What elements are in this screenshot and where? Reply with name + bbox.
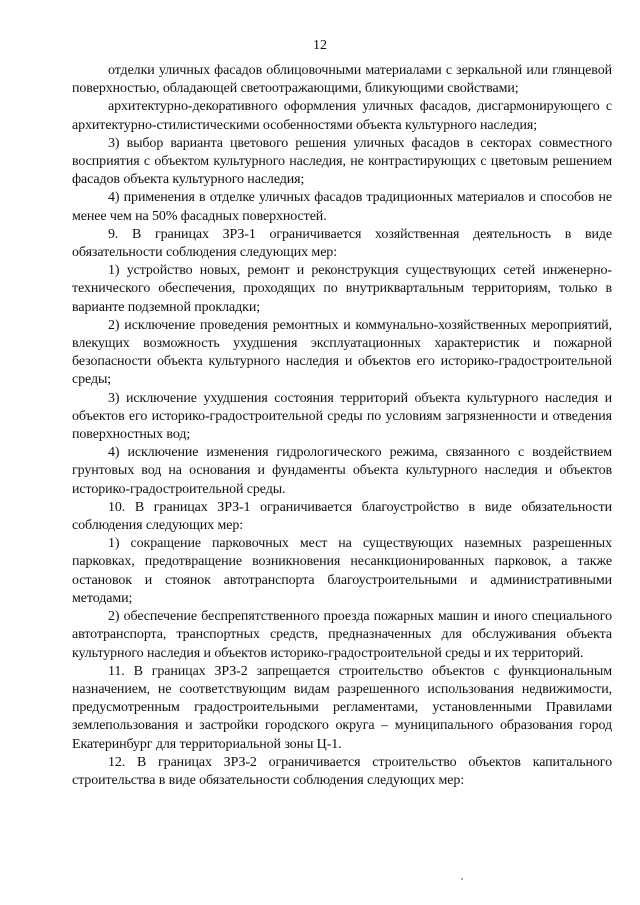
paragraph: 4) применения в отделке уличных фасадов традиционных материалов и способов не менее чем на 50% фасадных поверхностей. <box>72 190 612 224</box>
page-number: 12 <box>313 38 327 53</box>
paragraph: архитектурно-декоративного оформления уличных фасадов, дисгармонирующего с архитектурно-стилистическими особенностями объекта культурного наследия; <box>72 99 612 133</box>
paragraph: 10. В границах ЗРЗ-1 ограничивается благоустройство в виде обязательности соблюдения следующих мер: <box>72 499 612 534</box>
paragraph: 9. В границах ЗРЗ-1 ограничивается хозяйственная деятельность в виде обязательности соблюдения следующих мер: <box>72 226 612 261</box>
paragraph: отделки уличных фасадов облицовочными материалами с зеркальной или глянцевой поверхностью, обладающей светоотражающими, бликующими свойствами; <box>72 63 612 97</box>
paragraph: 3) выбор варианта цветового решения уличных фасадов в секторах совместного восприятия с объектом культурного наследия, не контрастирующих с цветовым решением фасадов объекта культурного наследия; <box>72 135 612 188</box>
paragraph: 12. В границах ЗРЗ-2 ограничивается строительство объектов капитального строительства в виде обязательности соблюдения следующих мер: <box>72 754 612 788</box>
document-body <box>72 62 612 790</box>
paragraph: 2) обеспечение беспрепятственного проезда пожарных машин и иного специального автотранспорта, транспортных средств, предназначенных для обслуживания объекта культурного наследия и объектов историко-градостроительной среды и их территорий. <box>72 609 612 661</box>
paragraph: 3) исключение ухудшения состояния территорий объекта культурного наследия и объектов его историко-градостроительной среды по условиям загрязненности и отведения поверхностных вод; <box>72 390 612 443</box>
paragraph: 1) сокращение парковочных мест на существующих наземных разрешенных парковках, предотвращение возникновения несанкционированных парковок, а также остановок и стоянок автотранспорта благоустроительными и административными методами; <box>72 536 612 606</box>
paragraph: 4) исключение изменения гидрологического режима, связанного с воздействием грунтовых вод на основания и фундаменты объекта культурного наследия и объектов историко-градостроительной среды. <box>72 445 612 497</box>
paragraph: 1) устройство новых, ремонт и реконструкция существующих сетей инженерно-технического обеспечения, проходящих по внутриквартальным территориям, только в варианте подземной прокладки; <box>72 263 612 315</box>
scan-speck <box>461 878 463 880</box>
paragraph: 2) исключение проведения ремонтных и коммунально-хозяйственных мероприятий, влекущих возможность ухудшения эксплуатационных характеристик и пожарной безопасности объекта культурного наследия и объектов его историко-градостроительной среды; <box>72 317 612 388</box>
paragraph: 11. В границах ЗРЗ-2 запрещается строительство объектов с функциональным назначением, не соответствующим видам разрешенного использования недвижимости, предусмотренным градостроительными регламентами, установленными Правилами землепользования и застройки городского округа – муниципального образования город Екатеринбург для территориальной зоны Ц-1. <box>72 663 612 752</box>
